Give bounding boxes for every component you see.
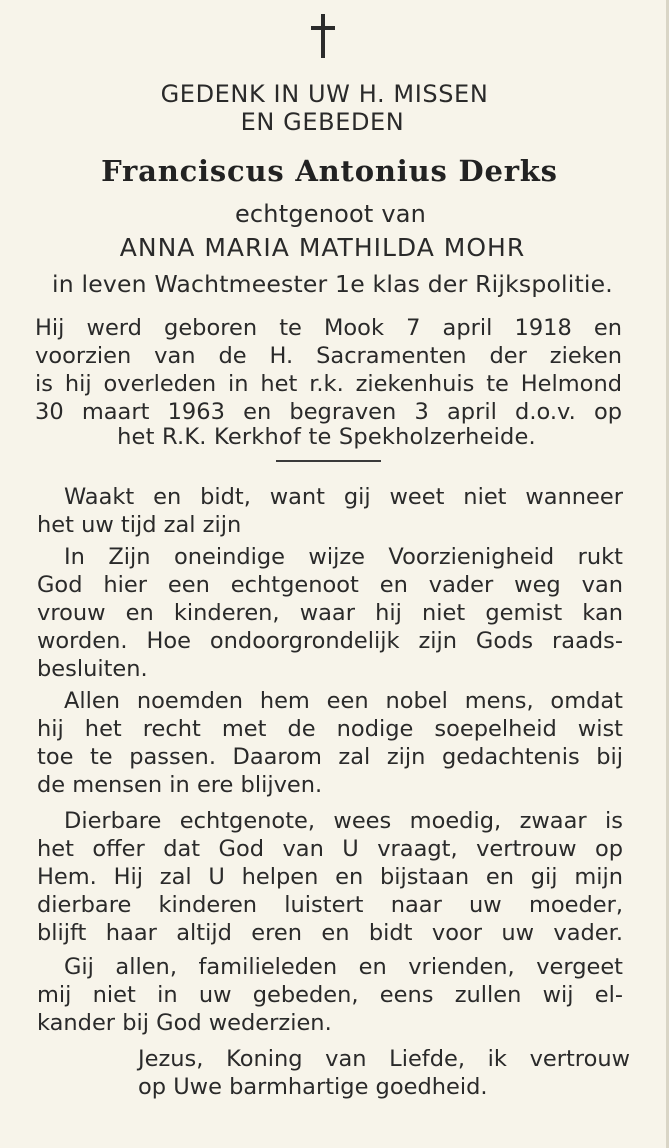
paragraph-line: Hem. Hij zal U helpen en bijstaan en gij mijn [37,864,623,890]
paragraph-line: Allen noemden hem een nobel mens, omdat [64,688,623,714]
cross-icon [309,14,337,60]
divider [276,460,381,462]
paragraph-line: God hier een echtgenoot en vader weg van [37,572,623,598]
paragraph-line: In Zijn oneindige wijze Voorzienigheid rukt [64,544,623,570]
paragraph-line: toe te passen. Daarom zal zijn gedachtenis bij [37,744,623,770]
bio-line: 30 maart 1963 en begraven 3 april d.o.v. op [35,399,622,425]
bio-line: Hij werd geboren te Mook 7 april 1918 en [35,315,622,341]
paragraph-line: mij niet in uw gebeden, eens zullen wij el- [37,982,623,1008]
bio-line: is hij overleden in het r.k. ziekenhuis te Helmond [35,371,622,397]
prayer-line: op Uwe barmhartige goedheid. [138,1074,488,1100]
paragraph-line: worden. Hoe ondoorgrondelijk zijn Gods raads- [37,628,623,654]
paragraph-line: dierbare kinderen luistert naar uw moeder, [37,892,623,918]
header-line-1: GEDENK IN UW H. MISSEN [160,80,489,108]
header-line-2: EN GEBEDEN [240,108,405,136]
paragraph-line: vrouw en kinderen, waar hij niet gemist kan [37,600,623,626]
paragraph-line: Dierbare echtgenote, wees moedig, zwaar is [64,808,623,834]
paragraph-line: besluiten. [37,656,148,682]
deceased-name: Franciscus Antonius Derks [101,154,558,188]
verse-line: het uw tijd zal zijn [37,512,242,538]
relation-text: echtgenoot van [234,200,427,228]
verse-line: Waakt en bidt, want gij weet niet wanneer [64,484,623,510]
bio-line: voorzien van de H. Sacramenten der zieken [35,343,622,369]
spouse-name: ANNA MARIA MATHILDA MOHR [119,233,526,262]
paragraph-line: de mensen in ere blijven. [37,772,323,798]
bio-line: het R.K. Kerkhof te Spekholzerheide. [117,424,536,450]
paragraph-line: blijft haar altijd eren en bidt voor uw vader. [37,920,623,946]
paragraph-line: het offer dat God van U vraagt, vertrouw op [37,836,623,862]
prayer-line: Jezus, Koning van Liefde, ik vertrouw [138,1046,630,1072]
paragraph-line: Gij allen, familieleden en vrienden, vergeet [64,954,623,980]
paragraph-line: kander bij God wederzien. [37,1010,332,1036]
paragraph-line: hij het recht met de nodige soepelheid wist [37,716,623,742]
occupation-text: in leven Wachtmeester 1e klas der Rijkspolitie. [52,270,613,298]
